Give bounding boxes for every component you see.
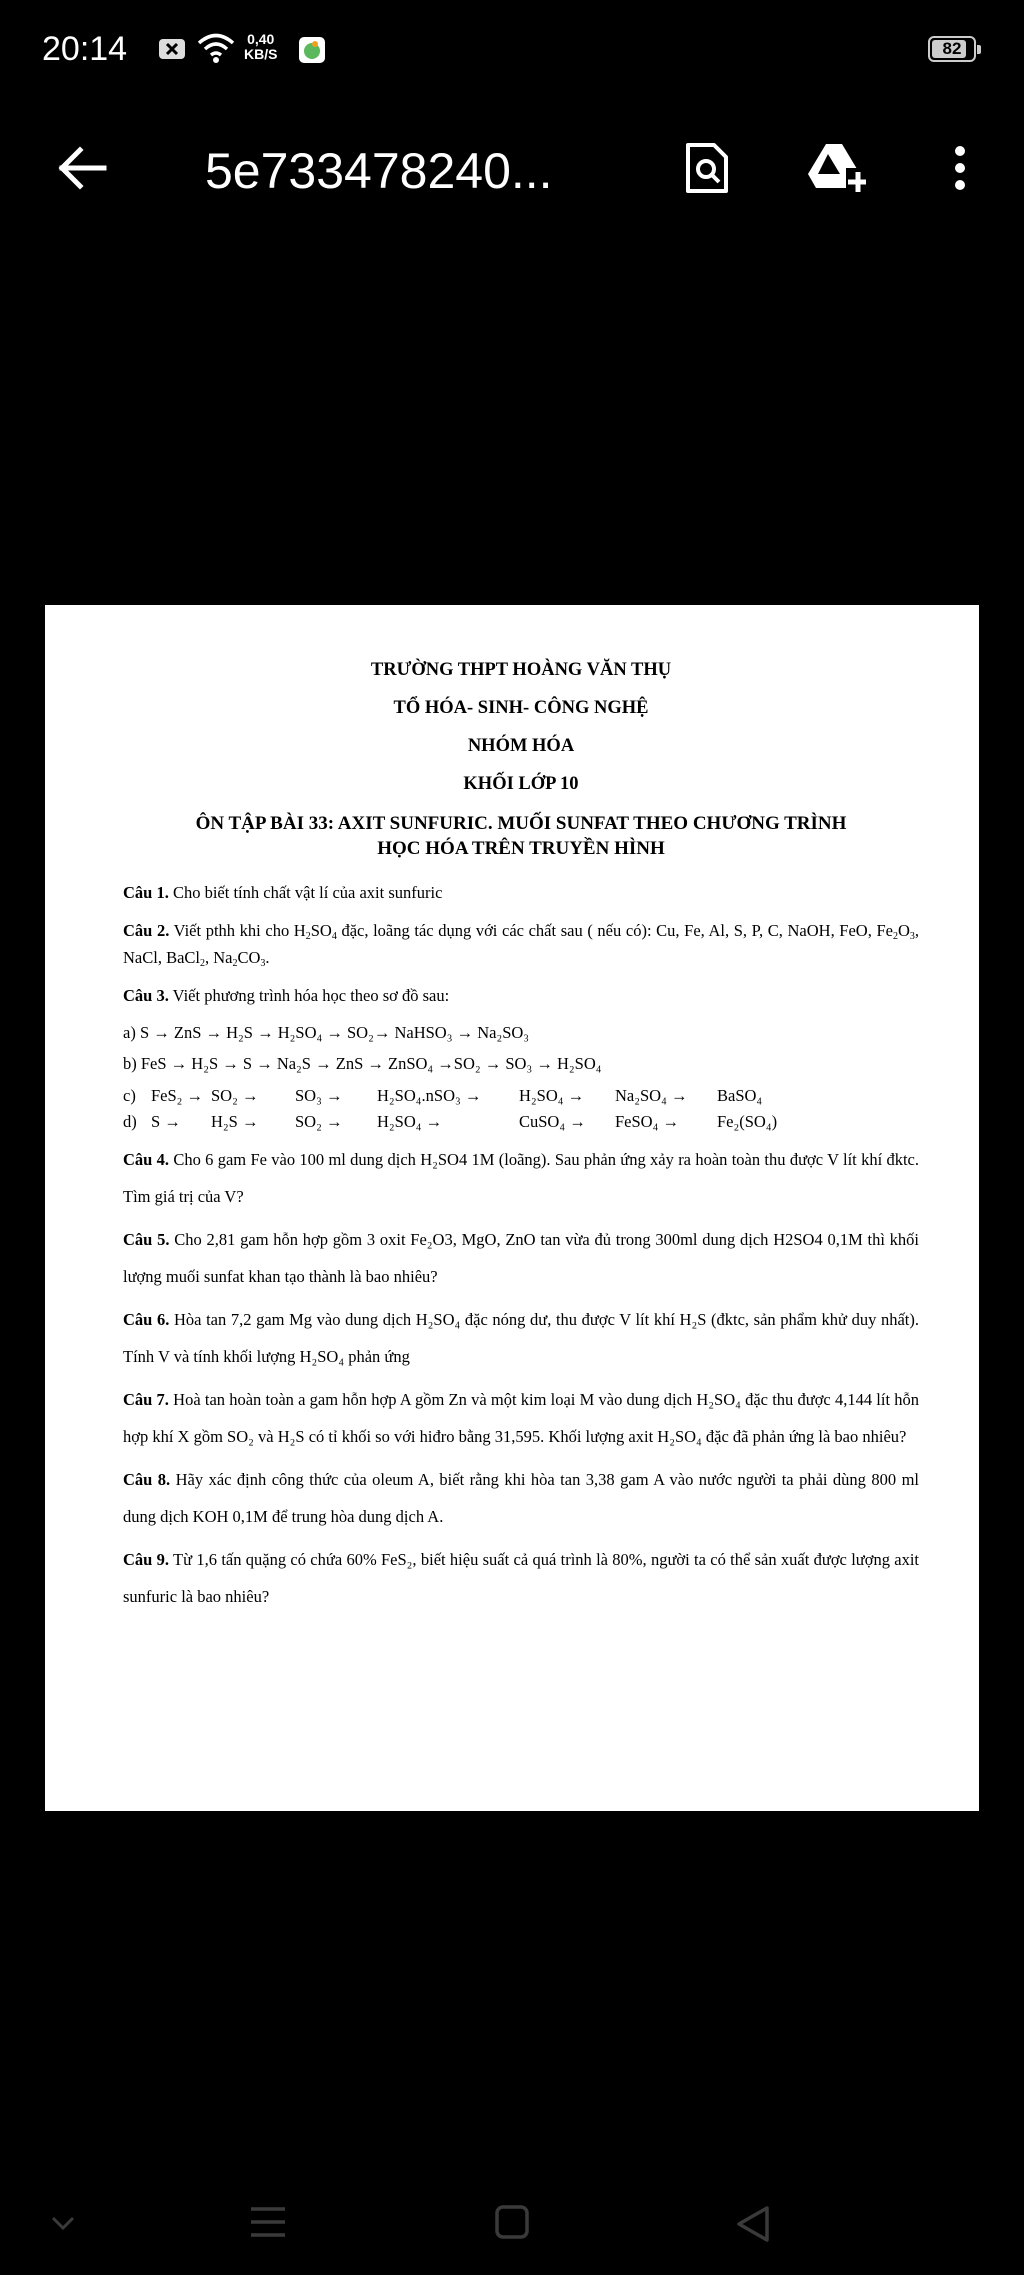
question-label: Câu 5. [123,1230,170,1249]
question-2: Câu 2. Viết pthh khi cho $H_2SO_4$ đặc, loãng tác dụng với các chất sau ( nếu có): Cu, Fe, Al, S, P, C, NaOH, FeO, $Fe_2O_3$, NaCl, BaCl$_2$, $Na_2CO_3$. [123,921,920,969]
scheme-cell: H₂SO₄ → [377,1112,443,1131]
scheme-cell: Na₂SO₄ → [615,1086,688,1105]
triangle-back-icon [735,2204,771,2244]
question-label: Câu 1. [123,883,169,902]
more-options-button[interactable] [930,138,990,198]
nav-recents-button[interactable] [248,2204,288,2245]
question-text: SO [310,921,332,940]
menu-icon [248,2204,288,2240]
nav-home-button[interactable] [494,2204,530,2245]
question-text: Cho 2,81 gam hỗn hợp gồm 3 oxit Fe₂O3, MgO, ZnO tan vừa đủ trong 300ml dung dịch H2SO4 0,1M thì khối lượng muối sunfat khan tạo thành là bao nhiêu? [123,1230,920,1286]
question-label: Câu 7. [123,1390,169,1409]
scheme-cell: FeSO₄ → [615,1112,679,1131]
document-page [45,605,979,1811]
question-text: Hãy xác định công thức của oleum A, biết rằng khi hòa tan 3,38 gam A vào nước người ta phải dùng 800 ml dung dịch KOH 0,1M để trung hòa dung dịch A. [123,1470,920,1526]
scheme-cell: BaSO₄ [717,1086,763,1105]
scheme-cell: S → [151,1112,181,1131]
group-name: NHÓM HÓA [467,736,575,756]
find-in-document-button[interactable] [676,138,736,198]
question-text: Hòa tan 7,2 gam Mg vào dung dịch H₂SO₄ đặc nóng dư, thu được V lít khí H₂S (đktc, sản phẩm khử duy nhất). Tính V và tính khối lượng H₂SO₄ phản ứng [123,1310,920,1366]
back-button[interactable] [52,138,112,198]
question-text: . [265,948,270,967]
arrow-back-icon [56,146,108,190]
question-label: Câu 8. [123,1470,171,1489]
scheme-cell: Fe₂(SO₄) [717,1112,778,1131]
scheme-cell: H₂SO₄.nSO₃ → [377,1086,482,1105]
grade-label: KHỐI LỚP 10 [463,774,579,794]
lesson-title-line-2: HỌC HÓA TRÊN TRUYỀN HÌNH [377,838,665,859]
question-9 [123,1541,919,1615]
network-speed [244,32,277,62]
reaction-scheme-b: b) FeS → H₂S → S → Na₂S → ZnS → ZnSO₄ →SO₂ → SO₃ → H₂SO₄ [123,1054,602,1073]
question-text: CO [237,948,261,967]
status-bar [0,0,1024,100]
question-text: Cho biết tính chất vật lí của axit sunfuric [172,883,443,902]
lesson-title-line-1: ÔN TẬP BÀI 33: AXIT SUNFURIC. MUỐI SUNFAT THEO CHƯƠNG TRÌNH [195,813,847,834]
navigation-bar [0,2180,1024,2275]
notification-icon [158,38,186,60]
chevron-down-icon [50,2214,76,2232]
scheme-cell: H₂SO₄ → [519,1086,585,1105]
wifi-icon [196,32,236,64]
question-8 [123,1461,919,1535]
status-time: 20:14 [42,30,128,68]
nav-collapse-button[interactable] [50,2214,76,2237]
question-text: Từ 1,6 tấn quặng có chứa 60% FeS₂, biết hiệu suất cả quá trình là 80%, người ta có thể sản xuất được lượng axit sunfuric là bao nhiêu? [123,1550,919,1606]
app-bar [0,110,1024,220]
square-home-icon [494,2204,530,2240]
question-6 [123,1301,919,1375]
question-label: Câu 2. [123,921,170,940]
drive-add-icon [806,140,866,196]
question-text: đặc, loãng tác dụng với các chất sau ( nếu có): Cu, Fe, Al, S, P, C, NaOH, FeO, Fe [336,921,893,940]
question-4 [123,1141,919,1215]
question-1 [123,879,919,906]
app-notification-icon [298,36,326,64]
question-label: Câu 4. [123,1150,170,1169]
scheme-cell: SO₂ → [295,1112,343,1131]
battery-tip [977,45,981,54]
question-text: Cho 6 gam Fe vào 100 ml dung dịch H₂SO4 1M (loãng). Sau phản ứng xảy ra hoàn toàn thu được V lít khí đktc. Tìm giá trị của V? [123,1150,919,1206]
add-to-drive-button[interactable] [806,138,866,198]
nav-back-button[interactable] [735,2204,771,2249]
scheme-cell: FeS₂ → [151,1086,204,1105]
scheme-cell: SO₂ → [211,1086,259,1105]
document-search-icon [682,142,730,194]
question-text: Viết phương trình hóa học theo sơ đồ sau: [172,986,450,1005]
question-text: , NaCl, BaCl [123,921,920,967]
more-vert-icon [952,144,968,192]
reaction-scheme-d [123,1109,919,1135]
net-speed-unit: KB/S [244,46,278,62]
department-name: TỔ HÓA- SINH- CÔNG NGHỆ [393,698,649,718]
reaction-scheme-a: a) S → ZnS → H₂S → H₂SO₄ → SO₂→ NaHSO₃ → Na₂SO₃ [123,1023,530,1042]
question-text: , Na [205,948,233,967]
scheme-cell: SO₃ → [295,1086,343,1105]
question-label: Câu 3. [123,986,169,1005]
question-7 [123,1381,919,1455]
question-text: O [897,921,910,940]
question-text: Viết pthh khi cho H [173,921,306,940]
reaction-scheme-c [123,1083,919,1109]
question-5 [123,1221,919,1295]
document-title: 5e733478240... [205,143,553,199]
scheme-cell: d) [123,1112,137,1131]
question-text: Hoà tan hoàn toàn a gam hỗn hợp A gồm Zn và một kim loại M vào dung dịch H₂SO₄ đặc thu được 4,144 lít hỗn hợp khí X gồm SO₂ và H₂S có tỉ khối so với hiđro bằng 31,595. Khối lượng axit H₂SO₄ đặc đã phản ứng là bao nhiêu? [123,1390,920,1446]
net-speed-value: 0,40 [247,31,275,47]
scheme-cell: H₂S → [211,1112,259,1131]
school-name: TRƯỜNG THPT HOÀNG VĂN THỤ [370,660,672,680]
question-label: Câu 9. [123,1550,170,1569]
scheme-cell: c) [123,1086,136,1105]
question-label: Câu 6. [123,1310,170,1329]
scheme-cell: CuSO₄ → [519,1112,586,1131]
battery-indicator [928,36,976,62]
question-3 [123,982,919,1009]
battery-level: 82 [942,39,962,58]
